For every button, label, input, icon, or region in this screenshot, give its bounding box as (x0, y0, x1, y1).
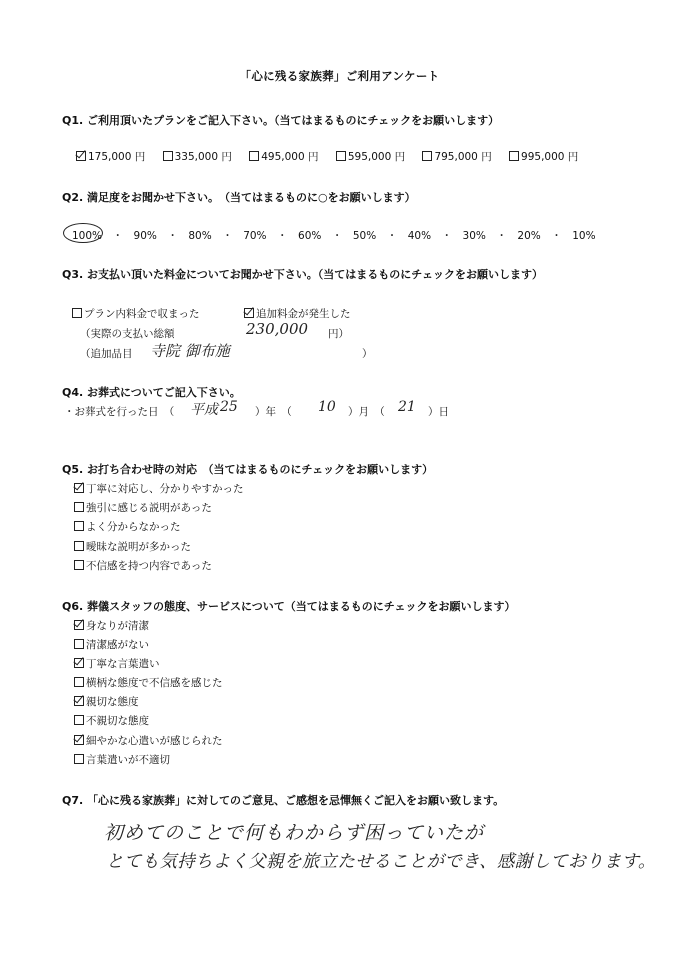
q4-month-unit: ）月 （ (348, 406, 385, 418)
checkbox[interactable] (74, 754, 84, 764)
checkbox[interactable] (244, 308, 254, 318)
q5-item-2[interactable]: 強引に感じる説明があった (74, 500, 212, 515)
checkbox[interactable] (76, 151, 86, 161)
checkbox[interactable] (163, 151, 173, 161)
checkbox[interactable] (74, 541, 84, 551)
q1-options (76, 149, 578, 164)
q5-item-3[interactable]: よく分からなかった (74, 519, 181, 534)
q4-era: 平成 (190, 402, 218, 418)
q6-item-3[interactable]: 丁寧な言葉遣い (74, 656, 160, 671)
q7-comment-line-2: とても気持ちよく父親を旅立たせることができ、感謝しております。 (106, 852, 656, 872)
page-title: 「心に残る家族葬」ご利用アンケート (239, 69, 440, 83)
checkbox[interactable] (422, 151, 432, 161)
q6-item-7[interactable]: 細やかな心遣いが感じられた (74, 733, 223, 748)
q6-item-1[interactable]: 身なりが清潔 (74, 618, 149, 633)
checkbox[interactable] (74, 735, 84, 745)
checkbox[interactable] (74, 560, 84, 570)
q3-item-value: 寺院 御布施 (150, 342, 230, 360)
q6-item-4[interactable]: 横柄な態度で不信感を感じた (74, 675, 223, 690)
q3-item-close: ） (362, 348, 373, 360)
checkbox[interactable] (74, 483, 84, 493)
q6-heading: Q6. 葬儀スタッフの態度、サービスについて（当てはまるものにチェックをお願いします） (62, 600, 516, 613)
q3-paid-unit: 円） (328, 328, 349, 340)
checkbox[interactable] (74, 639, 84, 649)
q7-heading: Q7. 「心に残る家族葬」に対してのご意見、ご感想を忌憚無くご記入をお願い致します。 (62, 794, 505, 807)
q2-scale: 100% ・ 90% ・ 80% ・ 70% ・ 60% ・ 50% ・ 40% ・ 30% ・ 20% ・ 10% (72, 230, 596, 242)
checkbox[interactable] (74, 715, 84, 725)
q3-heading: Q3. お支払い頂いた料金についてお聞かせ下さい。（当てはまるものにチェックをお願いします） (62, 268, 543, 281)
checkbox[interactable] (74, 696, 84, 706)
checkbox[interactable] (74, 620, 84, 630)
q2-heading: Q2. 満足度をお聞かせ下さい。 （当てはまるものに○をお願いします） (62, 191, 416, 204)
checkbox[interactable] (509, 151, 519, 161)
q4-year: 25 (220, 399, 238, 415)
checkbox[interactable] (72, 308, 82, 318)
checkbox[interactable] (74, 521, 84, 531)
q5-heading: Q5. お打ち合わせ時の対応 （当てはまるものにチェックをお願いします） (62, 463, 434, 476)
q6-item-6[interactable]: 不親切な態度 (74, 713, 149, 728)
checkbox[interactable] (249, 151, 259, 161)
q1-option-3[interactable]: 495,000 円 (249, 149, 318, 164)
q3-paid-label: （実際の支払い総額 (80, 328, 175, 340)
q4-date-label: ・お葬式を行った日 （ (64, 406, 175, 418)
q6-item-2[interactable]: 清潔感がない (74, 637, 149, 652)
q4-day: 21 (398, 399, 416, 415)
q4-month: 10 (318, 399, 336, 415)
q3-paid-value: 230,000 (246, 320, 309, 338)
q6-item-8[interactable]: 言葉遣いが不適切 (74, 752, 170, 767)
q4-year-unit: ）年 （ (255, 406, 292, 418)
checkbox[interactable] (336, 151, 346, 161)
q6-item-5[interactable]: 親切な態度 (74, 694, 139, 709)
circle-mark-100 (63, 223, 103, 243)
q3-option-2[interactable]: 追加料金が発生した (244, 306, 351, 321)
checkbox[interactable] (74, 658, 84, 668)
q1-heading: Q1. ご利用頂いたプランをご記入下さい。（当てはまるものにチェックをお願いします） (62, 114, 500, 127)
q1-option-1[interactable]: 175,000 円 (76, 149, 145, 164)
q4-heading: Q4. お葬式についてご記入下さい。 (62, 386, 241, 399)
q3-option-1[interactable]: プラン内料金で収まった (72, 306, 200, 321)
q1-option-5[interactable]: 795,000 円 (422, 149, 491, 164)
q1-option-6[interactable]: 995,000 円 (509, 149, 578, 164)
q1-option-4[interactable]: 595,000 円 (336, 149, 405, 164)
q4-day-unit: ）日 (428, 406, 449, 418)
q7-comment-line-1: 初めてのことで何もわからず困っていたが (104, 822, 485, 844)
checkbox[interactable] (74, 502, 84, 512)
q1-option-2[interactable]: 335,000 円 (163, 149, 232, 164)
q5-item-5[interactable]: 不信感を持つ内容であった (74, 558, 212, 573)
q5-item-4[interactable]: 曖昧な説明が多かった (74, 539, 191, 554)
q3-item-label: （追加品目 (80, 348, 133, 360)
q5-item-1[interactable]: 丁寧に対応し、分かりやすかった (74, 481, 244, 496)
checkbox[interactable] (74, 677, 84, 687)
